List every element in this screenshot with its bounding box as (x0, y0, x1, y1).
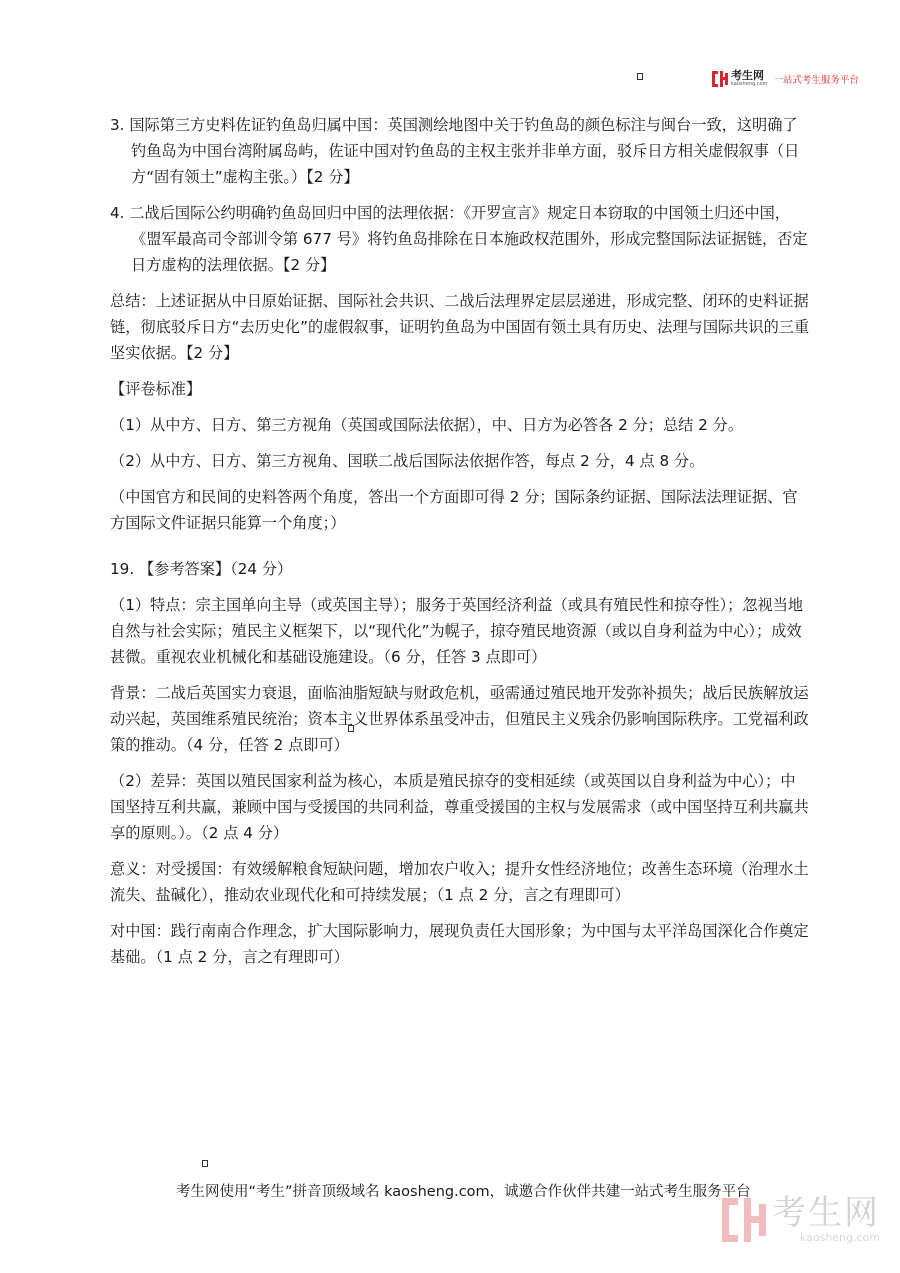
watermark-domain: kaosheng.com (799, 1231, 880, 1244)
answer-item-3: 3. 国际第三方史料佐证钓鱼岛归属中国：英国测绘地图中关于钓鱼岛的颜色标注与闽台一致，这明确了钓鱼岛为中国台湾附属岛屿，佐证中国对钓鱼岛的主权主张并非单方面，驳斥日方相关虚假叙事（日方“固有领土”虚构主张。）【2 分】 (110, 116, 800, 186)
q19-significance-recipient: 意义：对受援国：有效缓解粮食短缺问题，增加农户收入；提升女性经济地位；改善生态环境（治理水土流失、盐碱化），推动农业现代化和可持续发展；（1 点 2 分，言之有理即可） (110, 860, 809, 904)
watermark-name: 考生网 (772, 1193, 880, 1233)
grading-rule-2: （2）从中方、日方、第三方视角、国联二战后国际法依据作答，每点 2 分，4 点 8 分。 (110, 452, 705, 470)
header-slogan: 一站式考生服务平台 (773, 74, 859, 86)
q19-part1-features: （1）特点：宗主国单向主导（或英国主导）；服务于英国经济利益（或具有殖民性和掠夺性）；忽视当地自然与社会实际；殖民主义框架下，以“现代化”为幌子，掠夺殖民地资源（或以自身利益为中心）；成效甚微。重视农业机械化和基础设施建设。（6 分，任答 3 点即可） (110, 596, 804, 666)
q19-significance-china: 对中国：践行南南合作理念，扩大国际影响力，展现负责任大国形象；为中国与太平洋岛国深化合作奠定基础。（1 点 2 分，言之有理即可） (110, 922, 809, 966)
placeholder-box-icon (637, 73, 643, 80)
watermark-logo-icon (722, 1198, 766, 1242)
watermark-logo (722, 1193, 880, 1244)
question-19-heading: 19. 【参考答案】（24 分） (110, 560, 293, 578)
grading-rule-1: （1）从中方、日方、第三方视角（英国或国际法依据），中、日方为必答各 2 分；总结 2 分。 (110, 416, 744, 434)
answer-item-4: 4. 二战后国际公约明确钓鱼岛回归中国的法理依据：《开罗宣言》规定日本窃取的中国领土归还中国，《盟军最高司令部训令第 677 号》将钓鱼岛排除在日本施政权范围外，形成完整国际法证据链，否定日方虚构的法理依据。【2 分】 (110, 204, 808, 274)
logo-icon (712, 71, 728, 87)
document-body (110, 112, 810, 980)
logo-name: 考生网 (731, 69, 764, 82)
placeholder-box-icon (202, 1160, 208, 1167)
grading-note: （中国官方和民间的史料答两个角度，答出一个方面即可得 2 分；国际条约证据、国际法法理证据、官方国际文件证据只能算一个角度；） (110, 488, 798, 532)
summary-paragraph: 总结：上述证据从中日原始证据、国际社会共识、二战后法理界定层层递进，形成完整、闭环的史料证据链，彻底驳斥日方“去历史化”的虚假叙事，证明钓鱼岛为中国固有领土具有历史、法理与国际共识的三重坚实依据。【2 分】 (110, 292, 810, 362)
logo-domain: kaosheng.com (731, 81, 768, 87)
grading-standard-heading: 【评卷标准】 (110, 380, 202, 398)
footer-text: 考生网使用“考生”拼音顶级域名 kaosheng.com，诚邀合作伙伴共建一站式考生服务平台 (176, 1184, 751, 1200)
q19-part2-differences: （2）差异：英国以殖民国家利益为核心，本质是殖民掠夺的变相延续（或英国以自身利益为中心）；中国坚持互利共赢，兼顾中国与受援国的共同利益，尊重受援国的主权与发展需求（或中国坚持互利共赢共享的原则。）。（2 点 4 分） (110, 772, 809, 842)
q19-background: 背景：二战后英国实力衰退，面临油脂短缺与财政危机，亟需通过殖民地开发弥补损失；战后民族解放运动兴起，英国维系殖民统治；资本主义世界体系虽受冲击，但殖民主义残余仍影响国际秩序。工党福利政策的推动。（4 分，任答 2 点即可） (110, 684, 809, 754)
header-logo (712, 70, 859, 87)
